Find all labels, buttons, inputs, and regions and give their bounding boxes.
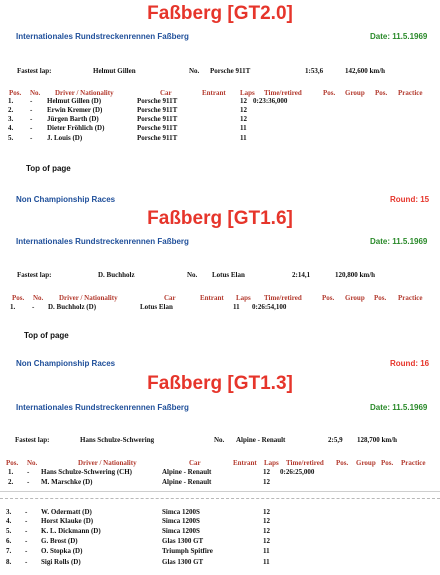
round-label: Round: 15 [390, 195, 430, 204]
row-pos: 3. [8, 115, 14, 123]
row-driver: Sigi Rolls (D) [41, 558, 81, 566]
col-car: Car [160, 89, 172, 97]
fastest-lap-driver: Helmut Gillen [93, 67, 136, 75]
row-pos: 4. [8, 124, 14, 132]
section-title: Faßberg [GT1.3] [147, 373, 293, 394]
row-laps: 11 [233, 303, 240, 311]
row-driver: K. L. Dickmann (D) [41, 527, 101, 535]
row-no: - [27, 478, 30, 486]
row-no: - [25, 527, 28, 535]
row-no: - [30, 115, 33, 123]
col-car: Car [189, 459, 201, 467]
row-laps: 12 [263, 508, 270, 516]
non-championship-label: Non Championship Races [16, 359, 116, 368]
row-driver: Erwin Kremer (D) [47, 106, 103, 114]
row-car: Alpine - Renault [162, 478, 212, 486]
row-pos: 5. [6, 527, 12, 535]
row-no: - [32, 303, 35, 311]
col-driver: Driver / Nationality [59, 294, 118, 302]
row-time: 0:23:36,000 [253, 97, 288, 105]
row-car: Porsche 911T [137, 115, 178, 123]
row-car: Lotus Elan [140, 303, 173, 311]
fastest-lap-car: Porsche 911T [210, 67, 251, 75]
row-pos: 1. [8, 97, 14, 105]
row-pos: 4. [6, 517, 12, 525]
row-pos: 1. [8, 468, 14, 476]
row-pos: 2. [8, 478, 14, 486]
row-car: Glas 1300 GT [162, 537, 204, 545]
col-practice: Practice [398, 294, 423, 302]
row-driver: O. Stopka (D) [41, 547, 83, 555]
row-car: Porsche 911T [137, 134, 178, 142]
col-pos2: Pos. [336, 459, 349, 467]
row-driver: G. Brost (D) [41, 537, 78, 545]
col-pos2: Pos. [323, 89, 336, 97]
row-laps: 12 [263, 527, 270, 535]
row-laps: 12 [240, 97, 247, 105]
col-driver: Driver / Nationality [78, 459, 137, 467]
row-no: - [30, 106, 33, 114]
col-group: Group [356, 459, 376, 467]
row-laps: 11 [263, 547, 270, 555]
col-pos3: Pos. [374, 294, 387, 302]
col-entrant: Entrant [200, 294, 224, 302]
row-laps: 12 [240, 106, 247, 114]
row-driver: Helmut Gillen (D) [47, 97, 102, 105]
fastest-lap-label: Fastest lap: [15, 436, 50, 444]
divider [0, 491, 440, 492]
row-car: Simca 1200S [162, 517, 200, 525]
row-no: - [30, 134, 33, 142]
col-laps: Laps [240, 89, 255, 97]
row-no: - [30, 124, 33, 132]
col-pos3: Pos. [375, 89, 388, 97]
round-label: Round: 16 [390, 359, 430, 368]
fastest-lap-label: Fastest lap: [17, 67, 52, 75]
col-driver: Driver / Nationality [55, 89, 114, 97]
col-group: Group [345, 89, 365, 97]
row-time: 0:26:25,000 [280, 468, 315, 476]
fastest-lap-driver: Hans Schulze-Schwering [80, 436, 155, 444]
row-pos: 8. [6, 558, 12, 566]
row-car: Porsche 911T [137, 124, 178, 132]
fastest-lap-speed: 128,700 km/h [357, 436, 398, 444]
row-laps: 12 [263, 537, 270, 545]
col-time: Time/retired [264, 294, 302, 302]
col-laps: Laps [236, 294, 251, 302]
row-no: - [25, 547, 28, 555]
row-pos: 3. [6, 508, 12, 516]
top-of-page-link[interactable]: Top of page [24, 331, 69, 340]
row-driver: Hans Schulze-Schwering (CH) [41, 468, 132, 476]
event-name: Internationales Rundstreckenrennen Faßberg [16, 237, 189, 246]
row-no: - [27, 468, 30, 476]
row-car: Simca 1200S [162, 508, 200, 516]
col-laps: Laps [264, 459, 279, 467]
col-pos2: Pos. [322, 294, 335, 302]
row-no: - [25, 517, 28, 525]
row-laps: 11 [263, 558, 270, 566]
col-practice: Practice [401, 459, 426, 467]
row-car: Glas 1300 GT [162, 558, 204, 566]
col-pos: Pos. [12, 294, 25, 302]
col-time: Time/retired [264, 89, 302, 97]
row-time: 0:26:54,100 [252, 303, 287, 311]
row-no: - [25, 537, 28, 545]
section-title: Faßberg [GT1.6] [147, 208, 293, 229]
fastest-lap-no-label: No. [187, 271, 198, 279]
row-driver: Horst Klauke (D) [41, 517, 94, 525]
row-driver: M. Marschke (D) [41, 478, 93, 486]
fastest-lap-car: Lotus Elan [212, 271, 245, 279]
col-pos: Pos. [9, 89, 22, 97]
fastest-lap-time: 2:14,1 [292, 271, 311, 279]
row-pos: 5. [8, 134, 14, 142]
row-pos: 7. [6, 547, 12, 555]
row-driver: D. Buchholz (D) [48, 303, 97, 311]
row-laps: 12 [263, 468, 270, 476]
col-group: Group [345, 294, 365, 302]
col-no: No. [30, 89, 41, 97]
col-entrant: Entrant [202, 89, 226, 97]
row-car: Porsche 911T [137, 97, 178, 105]
col-no: No. [27, 459, 38, 467]
row-car: Triumph Spitfire [162, 547, 213, 555]
fastest-lap-time: 1:53,6 [305, 67, 324, 75]
race-date: Date: 11.5.1969 [370, 403, 428, 412]
row-driver: Jürgen Barth (D) [47, 115, 99, 123]
top-of-page-link[interactable]: Top of page [26, 164, 71, 173]
divider [0, 498, 440, 499]
row-pos: 2. [8, 106, 14, 114]
event-name: Internationales Rundstreckenrennen Faßberg [16, 32, 189, 41]
col-entrant: Entrant [233, 459, 257, 467]
col-car: Car [164, 294, 176, 302]
row-laps: 11 [240, 124, 247, 132]
event-name: Internationales Rundstreckenrennen Faßberg [16, 403, 189, 412]
race-date: Date: 11.5.1969 [370, 237, 428, 246]
col-time: Time/retired [286, 459, 324, 467]
row-laps: 12 [240, 115, 247, 123]
row-no: - [30, 97, 33, 105]
section-title: Faßberg [GT2.0] [147, 3, 293, 24]
fastest-lap-car: Alpine - Renault [236, 436, 286, 444]
row-no: - [25, 558, 28, 566]
col-pos: Pos. [6, 459, 19, 467]
row-car: Porsche 911T [137, 106, 178, 114]
row-driver: J. Louis (D) [47, 134, 83, 142]
col-practice: Practice [398, 89, 423, 97]
fastest-lap-label: Fastest lap: [17, 271, 52, 279]
non-championship-label: Non Championship Races [16, 195, 116, 204]
row-pos: 6. [6, 537, 12, 545]
row-no: - [25, 508, 28, 516]
col-pos3: Pos. [381, 459, 394, 467]
fastest-lap-speed: 142,600 km/h [345, 67, 386, 75]
race-date: Date: 11.5.1969 [370, 32, 428, 41]
fastest-lap-no-label: No. [189, 67, 200, 75]
row-car: Simca 1200S [162, 527, 200, 535]
row-laps: 12 [263, 478, 270, 486]
fastest-lap-speed: 120,800 km/h [335, 271, 376, 279]
row-laps: 12 [263, 517, 270, 525]
row-laps: 11 [240, 134, 247, 142]
row-car: Alpine - Renault [162, 468, 212, 476]
fastest-lap-no-label: No. [214, 436, 225, 444]
fastest-lap-time: 2:5,9 [328, 436, 343, 444]
row-driver: Dieter Fröhlich (D) [47, 124, 105, 132]
row-pos: 1. [10, 303, 16, 311]
fastest-lap-driver: D. Buchholz [98, 271, 135, 279]
row-driver: W. Odermatt (D) [41, 508, 92, 516]
col-no: No. [33, 294, 44, 302]
